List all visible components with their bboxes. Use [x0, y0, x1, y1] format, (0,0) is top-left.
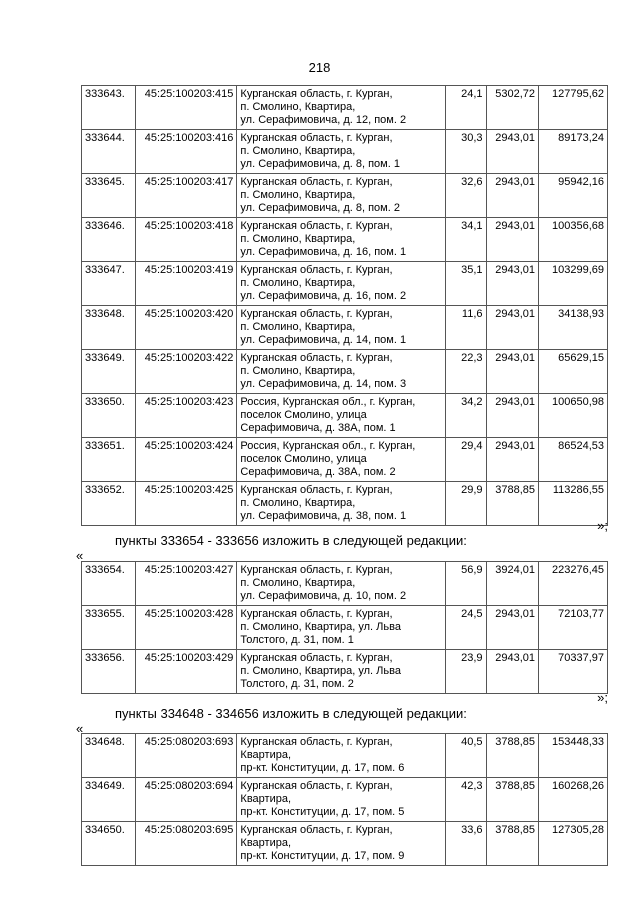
area-cell: 32,6 — [446, 174, 486, 218]
unit-price-cell: 3788,85 — [486, 778, 538, 822]
address-cell — [237, 218, 446, 262]
unit-price-cell: 3924,01 — [486, 562, 538, 606]
area-cell: 42,3 — [446, 778, 486, 822]
area-cell: 30,3 — [446, 130, 486, 174]
address-cell — [237, 438, 446, 482]
address-line: ул. Серафимовича, д. 14, пом. 1 — [240, 334, 407, 346]
cadastral-value-cell: 86524,53 — [538, 438, 607, 482]
table-row — [82, 778, 608, 822]
address-line: п. Смолино, Квартира, — [240, 577, 356, 589]
address-line: поселок Смолино, улица — [240, 409, 367, 421]
row-number-cell: 333656. — [82, 650, 136, 694]
cadastral-value-cell: 72103,77 — [538, 606, 607, 650]
address-cell — [237, 394, 446, 438]
address-cell — [237, 86, 446, 130]
area-cell: 34,2 — [446, 394, 486, 438]
address-cell — [237, 174, 446, 218]
address-line: ул. Серафимовича, д. 14, пом. 3 — [240, 378, 407, 390]
cadastral-number-cell: 45:25:100203:417 — [135, 174, 237, 218]
table-row — [82, 482, 608, 526]
cadastral-value-cell: 89173,24 — [538, 130, 607, 174]
closing-quote: »; — [597, 690, 608, 705]
address-line: Курганская область, г. Курган, — [240, 608, 393, 620]
address-line: ул. Серафимовича, д. 8, пом. 2 — [240, 202, 400, 214]
address-cell — [237, 562, 446, 606]
address-line: пр-кт. Конституции, д. 17, пом. 6 — [240, 762, 405, 774]
cadastral-value-cell: 100650,98 — [538, 394, 607, 438]
address-line: Курганская область, г. Курган, — [240, 484, 393, 496]
area-cell: 29,4 — [446, 438, 486, 482]
table-row — [82, 350, 608, 394]
address-line: Курганская область, г. Курган, — [240, 564, 393, 576]
cadastral-value-cell: 70337,97 — [538, 650, 607, 694]
unit-price-cell: 2943,01 — [486, 394, 538, 438]
cadastral-number-cell: 45:25:100203:424 — [135, 438, 237, 482]
area-cell: 22,3 — [446, 350, 486, 394]
table-row — [82, 650, 608, 694]
address-line: п. Смолино, Квартира, — [240, 145, 356, 157]
cadastral-number-cell: 45:25:100203:419 — [135, 262, 237, 306]
address-cell — [237, 606, 446, 650]
row-number-cell: 334649. — [82, 778, 136, 822]
address-line: Серафимовича, д. 38А, пом. 2 — [240, 466, 396, 478]
unit-price-cell: 2943,01 — [486, 306, 538, 350]
unit-price-cell: 3788,85 — [486, 482, 538, 526]
address-line: Курганская область, г. Курган, — [240, 132, 393, 144]
address-cell — [237, 650, 446, 694]
cadastral-number-cell: 45:25:100203:420 — [135, 306, 237, 350]
table-row — [82, 394, 608, 438]
table-row — [82, 130, 608, 174]
row-number-cell: 333652. — [82, 482, 136, 526]
address-line: п. Смолино, Квартира, ул. Льва — [240, 665, 401, 677]
unit-price-cell: 2943,01 — [486, 174, 538, 218]
area-cell: 29,9 — [446, 482, 486, 526]
cadastral-value-cell: 223276,45 — [538, 562, 607, 606]
address-line: ул. Серафимовича, д. 12, пом. 2 — [240, 114, 407, 126]
table-row — [82, 306, 608, 350]
area-cell: 56,9 — [446, 562, 486, 606]
address-line: ул. Серафимовича, д. 8, пом. 1 — [240, 158, 400, 170]
area-cell: 33,6 — [446, 822, 486, 866]
area-cell: 35,1 — [446, 262, 486, 306]
cadastral-value-cell: 153448,33 — [538, 734, 607, 778]
address-line: поселок Смолино, улица — [240, 453, 367, 465]
address-line: Курганская область, г. Курган, — [240, 264, 393, 276]
cadastral-number-cell: 45:25:100203:415 — [135, 86, 237, 130]
address-line: п. Смолино, Квартира, ул. Льва — [240, 621, 401, 633]
opening-quote: « — [76, 548, 84, 563]
address-line: п. Смолино, Квартира, — [240, 497, 356, 509]
row-number-cell: 333645. — [82, 174, 136, 218]
unit-price-cell: 2943,01 — [486, 350, 538, 394]
cadastral-value-cell: 103299,69 — [538, 262, 607, 306]
address-line: Курганская область, г. Курган, — [240, 652, 393, 664]
address-line: п. Смолино, Квартира, — [240, 101, 356, 113]
area-cell: 23,9 — [446, 650, 486, 694]
address-cell — [237, 130, 446, 174]
registry-table-1 — [81, 85, 608, 526]
table-row — [82, 438, 608, 482]
unit-price-cell: 2943,01 — [486, 650, 538, 694]
cadastral-value-cell: 34138,93 — [538, 306, 607, 350]
area-cell: 24,5 — [446, 606, 486, 650]
area-cell: 34,1 — [446, 218, 486, 262]
cadastral-number-cell: 45:25:100203:422 — [135, 350, 237, 394]
row-number-cell: 333654. — [82, 562, 136, 606]
unit-price-cell: 3788,85 — [486, 822, 538, 866]
cadastral-number-cell: 45:25:100203:429 — [135, 650, 237, 694]
table-row — [82, 822, 608, 866]
row-number-cell: 333649. — [82, 350, 136, 394]
cadastral-value-cell: 65629,15 — [538, 350, 607, 394]
address-line: Курганская область, г. Курган, Квартира, — [240, 824, 393, 849]
address-line: ул. Серафимовича, д. 16, пом. 1 — [240, 246, 407, 258]
address-line: Курганская область, г. Курган, — [240, 352, 393, 364]
unit-price-cell: 2943,01 — [486, 262, 538, 306]
cadastral-value-cell: 100356,68 — [538, 218, 607, 262]
area-cell: 11,6 — [446, 306, 486, 350]
address-line: п. Смолино, Квартира, — [240, 365, 356, 377]
table-row — [82, 174, 608, 218]
unit-price-cell: 2943,01 — [486, 218, 538, 262]
address-line: ул. Серафимовича, д. 16, пом. 2 — [240, 290, 407, 302]
address-line: ул. Серафимовича, д. 38, пом. 1 — [240, 510, 407, 522]
row-number-cell: 334650. — [82, 822, 136, 866]
cadastral-number-cell: 45:25:100203:416 — [135, 130, 237, 174]
opening-quote: « — [76, 721, 84, 736]
area-cell: 24,1 — [446, 86, 486, 130]
unit-price-cell: 2943,01 — [486, 438, 538, 482]
table-row — [82, 734, 608, 778]
row-number-cell: 333655. — [82, 606, 136, 650]
table-row — [82, 86, 608, 130]
address-line: Толстого, д. 31, пом. 1 — [240, 634, 354, 646]
registry-table-2 — [81, 561, 608, 694]
cadastral-number-cell: 45:25:100203:425 — [135, 482, 237, 526]
unit-price-cell: 2943,01 — [486, 606, 538, 650]
cadastral-value-cell: 95942,16 — [538, 174, 607, 218]
cadastral-number-cell: 45:25:080203:693 — [135, 734, 237, 778]
address-line: Курганская область, г. Курган, — [240, 176, 393, 188]
address-cell — [237, 350, 446, 394]
address-cell — [237, 306, 446, 350]
cadastral-number-cell: 45:25:080203:694 — [135, 778, 237, 822]
address-line: п. Смолино, Квартира, — [240, 321, 356, 333]
row-number-cell: 333650. — [82, 394, 136, 438]
cadastral-number-cell: 45:25:100203:428 — [135, 606, 237, 650]
address-cell — [237, 822, 446, 866]
table-row — [82, 262, 608, 306]
address-line: Курганская область, г. Курган, Квартира, — [240, 736, 393, 761]
page-number: 218 — [308, 60, 331, 75]
address-line: Курганская область, г. Курган, — [240, 308, 393, 320]
address-line: Россия, Курганская обл., г. Курган, — [240, 440, 416, 452]
row-number-cell: 333651. — [82, 438, 136, 482]
cadastral-value-cell: 160268,26 — [538, 778, 607, 822]
address-line: пр-кт. Конституции, д. 17, пом. 5 — [240, 806, 405, 818]
address-line: п. Смолино, Квартира, — [240, 233, 356, 245]
row-number-cell: 333646. — [82, 218, 136, 262]
unit-price-cell: 3788,85 — [486, 734, 538, 778]
area-cell: 40,5 — [446, 734, 486, 778]
cadastral-value-cell: 127795,62 — [538, 86, 607, 130]
address-line: Курганская область, г. Курган, — [240, 220, 393, 232]
unit-price-cell: 5302,72 — [486, 86, 538, 130]
address-line: Россия, Курганская обл., г. Курган, — [240, 396, 416, 408]
table-row — [82, 562, 608, 606]
cadastral-number-cell: 45:25:100203:418 — [135, 218, 237, 262]
address-line: Серафимовича, д. 38А, пом. 1 — [240, 422, 396, 434]
unit-price-cell: 2943,01 — [486, 130, 538, 174]
address-line: пр-кт. Конституции, д. 17, пом. 9 — [240, 850, 405, 862]
address-line: Курганская область, г. Курган, — [240, 88, 393, 100]
cadastral-number-cell: 45:25:100203:423 — [135, 394, 237, 438]
cadastral-number-cell: 45:25:100203:427 — [135, 562, 237, 606]
address-cell — [237, 262, 446, 306]
cadastral-number-cell: 45:25:080203:695 — [135, 822, 237, 866]
address-cell — [237, 734, 446, 778]
address-line: п. Смолино, Квартира, — [240, 277, 356, 289]
cadastral-value-cell: 113286,55 — [538, 482, 607, 526]
address-cell — [237, 482, 446, 526]
row-number-cell: 333648. — [82, 306, 136, 350]
registry-table-3 — [81, 733, 608, 866]
address-line: ул. Серафимовича, д. 10, пом. 2 — [240, 590, 407, 602]
row-number-cell: 333647. — [82, 262, 136, 306]
table-row — [82, 606, 608, 650]
amendment-heading-1: пункты 333654 - 333656 изложить в следующей редакции: — [115, 533, 467, 548]
address-line: п. Смолино, Квартира, — [240, 189, 356, 201]
cadastral-value-cell: 127305,28 — [538, 822, 607, 866]
address-line: Курганская область, г. Курган, Квартира, — [240, 780, 393, 805]
closing-quote: »; — [597, 518, 608, 533]
address-cell — [237, 778, 446, 822]
address-line: Толстого, д. 31, пом. 2 — [240, 678, 354, 690]
row-number-cell: 333644. — [82, 130, 136, 174]
amendment-heading-2: пункты 334648 - 334656 изложить в следующей редакции: — [115, 706, 467, 721]
row-number-cell: 334648. — [82, 734, 136, 778]
row-number-cell: 333643. — [82, 86, 136, 130]
table-row — [82, 218, 608, 262]
